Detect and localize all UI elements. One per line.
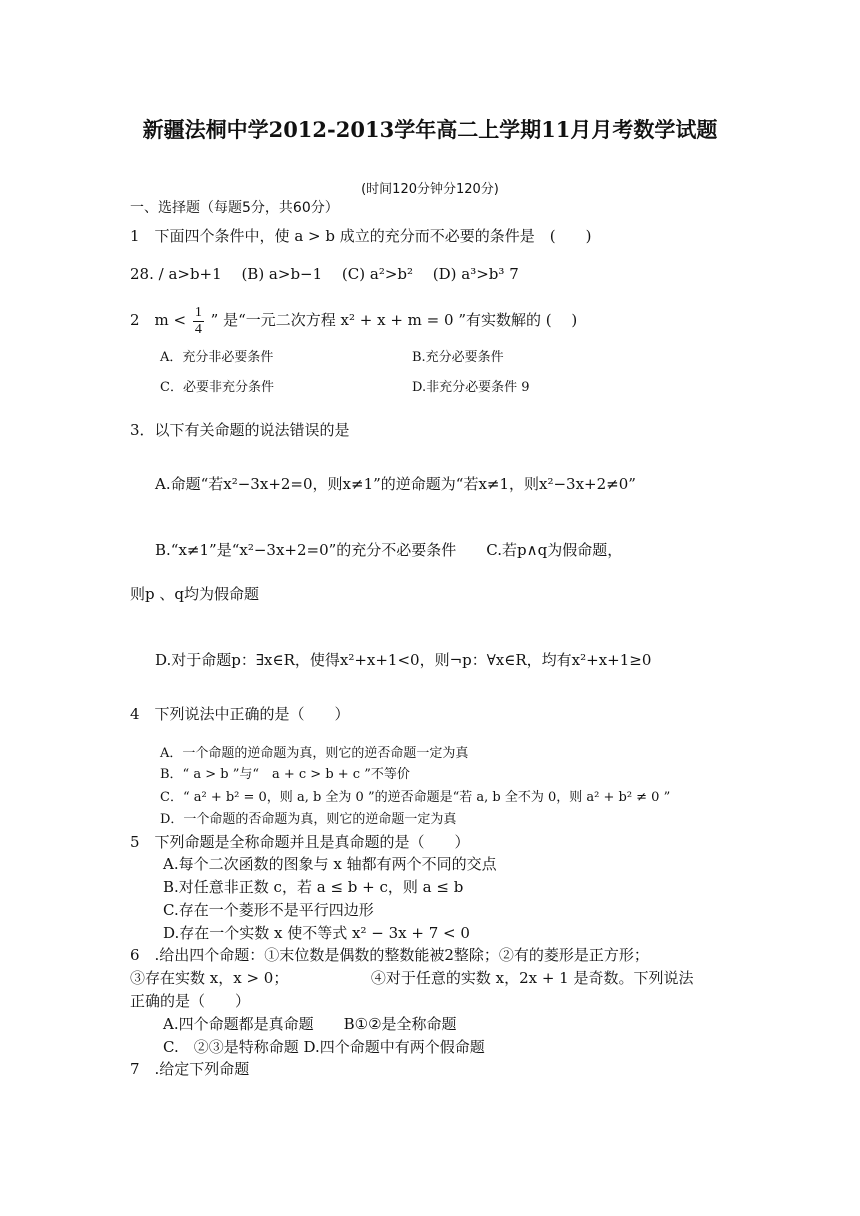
exam-info: (时间120分钟分120分) [361, 182, 499, 197]
q3-option-b: B.“x≠1”是“x²−3x+2=0”的充分不必要条件 C.若p∧q为假命题， [155, 541, 623, 559]
q2-option-d: D.非充分必要条件 9 [412, 380, 530, 395]
q2-fraction-numerator: 1 [194, 304, 202, 320]
q3-option-b-continued: 则p 、q均为假命题 [130, 585, 259, 603]
q2-option-a: A．充分非必要条件 [160, 350, 274, 365]
q2-option-b: B.充分必要条件 [412, 350, 504, 365]
page-title: 新疆法桐中学2012-2013学年高二上学期11月月考数学试题 [142, 117, 718, 142]
q1-options: 28. / a>b+1 (B) a>b−1 (C) a²>b² (D) a³>b³ 7 [130, 265, 519, 283]
q2-option-c: C．必要非充分条件 [160, 380, 274, 395]
q2-fraction-denominator: 4 [194, 321, 202, 337]
q2-stem-suffix: ” 是“一元二次方程 x² + x + m = 0 ”有实数解的 ( ) [210, 311, 578, 329]
q1-stem: 1 下面四个条件中，使 a > b 成立的充分而不必要的条件是 ( ) [130, 227, 592, 245]
q2-stem [130, 302, 577, 338]
q6-option-cd: C. ②③是特称命题 D.四个命题中有两个假命题 [163, 1038, 485, 1056]
q4-option-d: D．一个命题的否命题为真，则它的逆命题一定为真 [160, 812, 457, 827]
q5-option-b: B.对任意非正数 c，若 a ≤ b + c，则 a ≤ b [163, 878, 464, 896]
q4-option-b: B．“ a > b ”与“ a + c > b + c ”不等价 [160, 767, 410, 782]
q4-option-a: A．一个命题的逆命题为真，则它的逆否命题一定为真 [160, 746, 469, 761]
section-heading: 一、选择题（每题5分，共60分） [130, 200, 339, 216]
q6-line-2: ③存在实数 x，x > 0； ④对于任意的实数 x，2x + 1 是奇数。下列说法 [130, 969, 694, 987]
q5-option-d: D.存在一个实数 x 使不等式 x² − 3x + 7 < 0 [163, 924, 470, 942]
q3-option-a: A.命题“若x²−3x+2=0，则x≠1”的逆命题为“若x≠1，则x²−3x+2≠0” [155, 475, 636, 493]
q7-stem: 7 .给定下列命题 [130, 1060, 250, 1078]
q6-line-1: 6 .给出四个命题：①末位数是偶数的整数能被2整除；②有的菱形是正方形； [130, 946, 649, 964]
q2-stem-prefix: 2 m < [130, 311, 187, 329]
q4-stem: 4 下列说法中正确的是（ ） [130, 705, 350, 723]
q5-stem: 5 下列命题是全称命题并且是真命题的是（ ） [130, 833, 470, 851]
q6-line-3: 正确的是（ ） [130, 992, 251, 1010]
q3-option-d: D.对于命题p：∃x∈R，使得x²+x+1<0，则¬p：∀x∈R，均有x²+x+1≥0 [155, 651, 652, 669]
q5-option-c: C.存在一个菱形不是平行四边形 [163, 901, 374, 919]
q2-fraction [193, 305, 204, 338]
q4-option-c: C．“ a² + b² = 0，则 a, b 全为 0 ”的逆否命题是“若 a, b 全不为 0，则 a² + b² ≠ 0 ” [160, 790, 671, 805]
q3-stem: 3．以下有关命题的说法错误的是 [130, 421, 350, 439]
q5-option-a: A.每个二次函数的图象与 x 轴都有两个不同的交点 [163, 855, 497, 873]
q6-option-ab: A.四个命题都是真命题 B①②是全称命题 [163, 1015, 457, 1033]
